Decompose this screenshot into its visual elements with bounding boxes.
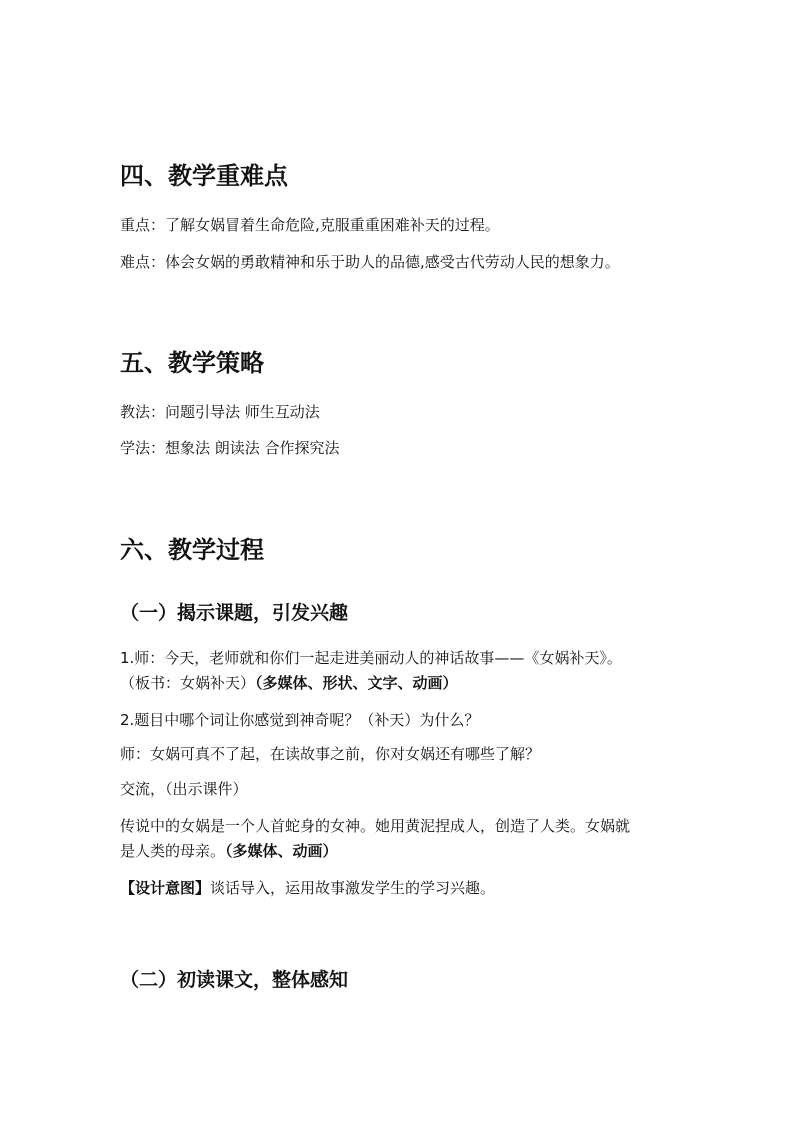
legend-media-note: （多媒体、动画） — [225, 842, 338, 860]
item-2-text: 2.题目中哪个词让你感觉到神奇呢？（补天）为什么？ — [120, 711, 480, 729]
part-1-heading: （一）揭示课题，引发兴趣 — [120, 602, 349, 624]
legend-line-2-text: 是人类的母亲。 — [120, 842, 226, 860]
section-5-heading: 五、教学策略 — [120, 349, 264, 377]
key-point-text: 重点：了解女娲冒着生命危险,克服重重困难补天的过程。 — [120, 216, 500, 234]
section-6-heading: 六、教学过程 — [120, 536, 264, 564]
exchange-text: 交流，（出示课件） — [120, 780, 248, 798]
design-intent — [120, 877, 680, 900]
board-note: （板书：女娲补天） — [120, 674, 256, 692]
design-intent-text: 谈话导入，运用故事激发学生的学习兴趣。 — [210, 879, 496, 897]
section-4-heading: 四、教学重难点 — [120, 162, 288, 190]
item-1-line-1: 1.师：今天，老师就和你们一起走进美丽动人的神话故事——《女娲补天》。 — [120, 649, 622, 667]
design-intent-label: 【设计意图】 — [120, 879, 211, 897]
legend-line-2 — [120, 840, 680, 863]
item-1-line-2 — [120, 672, 680, 695]
legend-line-1: 传说中的女娲是一个人首蛇身的女神。她用黄泥捏成人，创造了人类。女娲就 — [120, 817, 631, 835]
learning-method-text: 学法：想象法 朗读法 合作探究法 — [120, 439, 340, 457]
media-note: （多媒体、形状、文字、动画） — [255, 674, 458, 692]
teaching-method-text: 教法：问题引导法 师生互动法 — [120, 403, 320, 421]
difficult-point-text: 难点：体会女娲的勇敢精神和乐于助人的品德,感受古代劳动人民的想象力。 — [120, 253, 620, 271]
part-2-heading: （二）初读课文，整体感知 — [120, 969, 349, 991]
teacher-question: 师：女娲可真不了起，在读故事之前，你对女娲还有哪些了解？ — [120, 745, 541, 763]
